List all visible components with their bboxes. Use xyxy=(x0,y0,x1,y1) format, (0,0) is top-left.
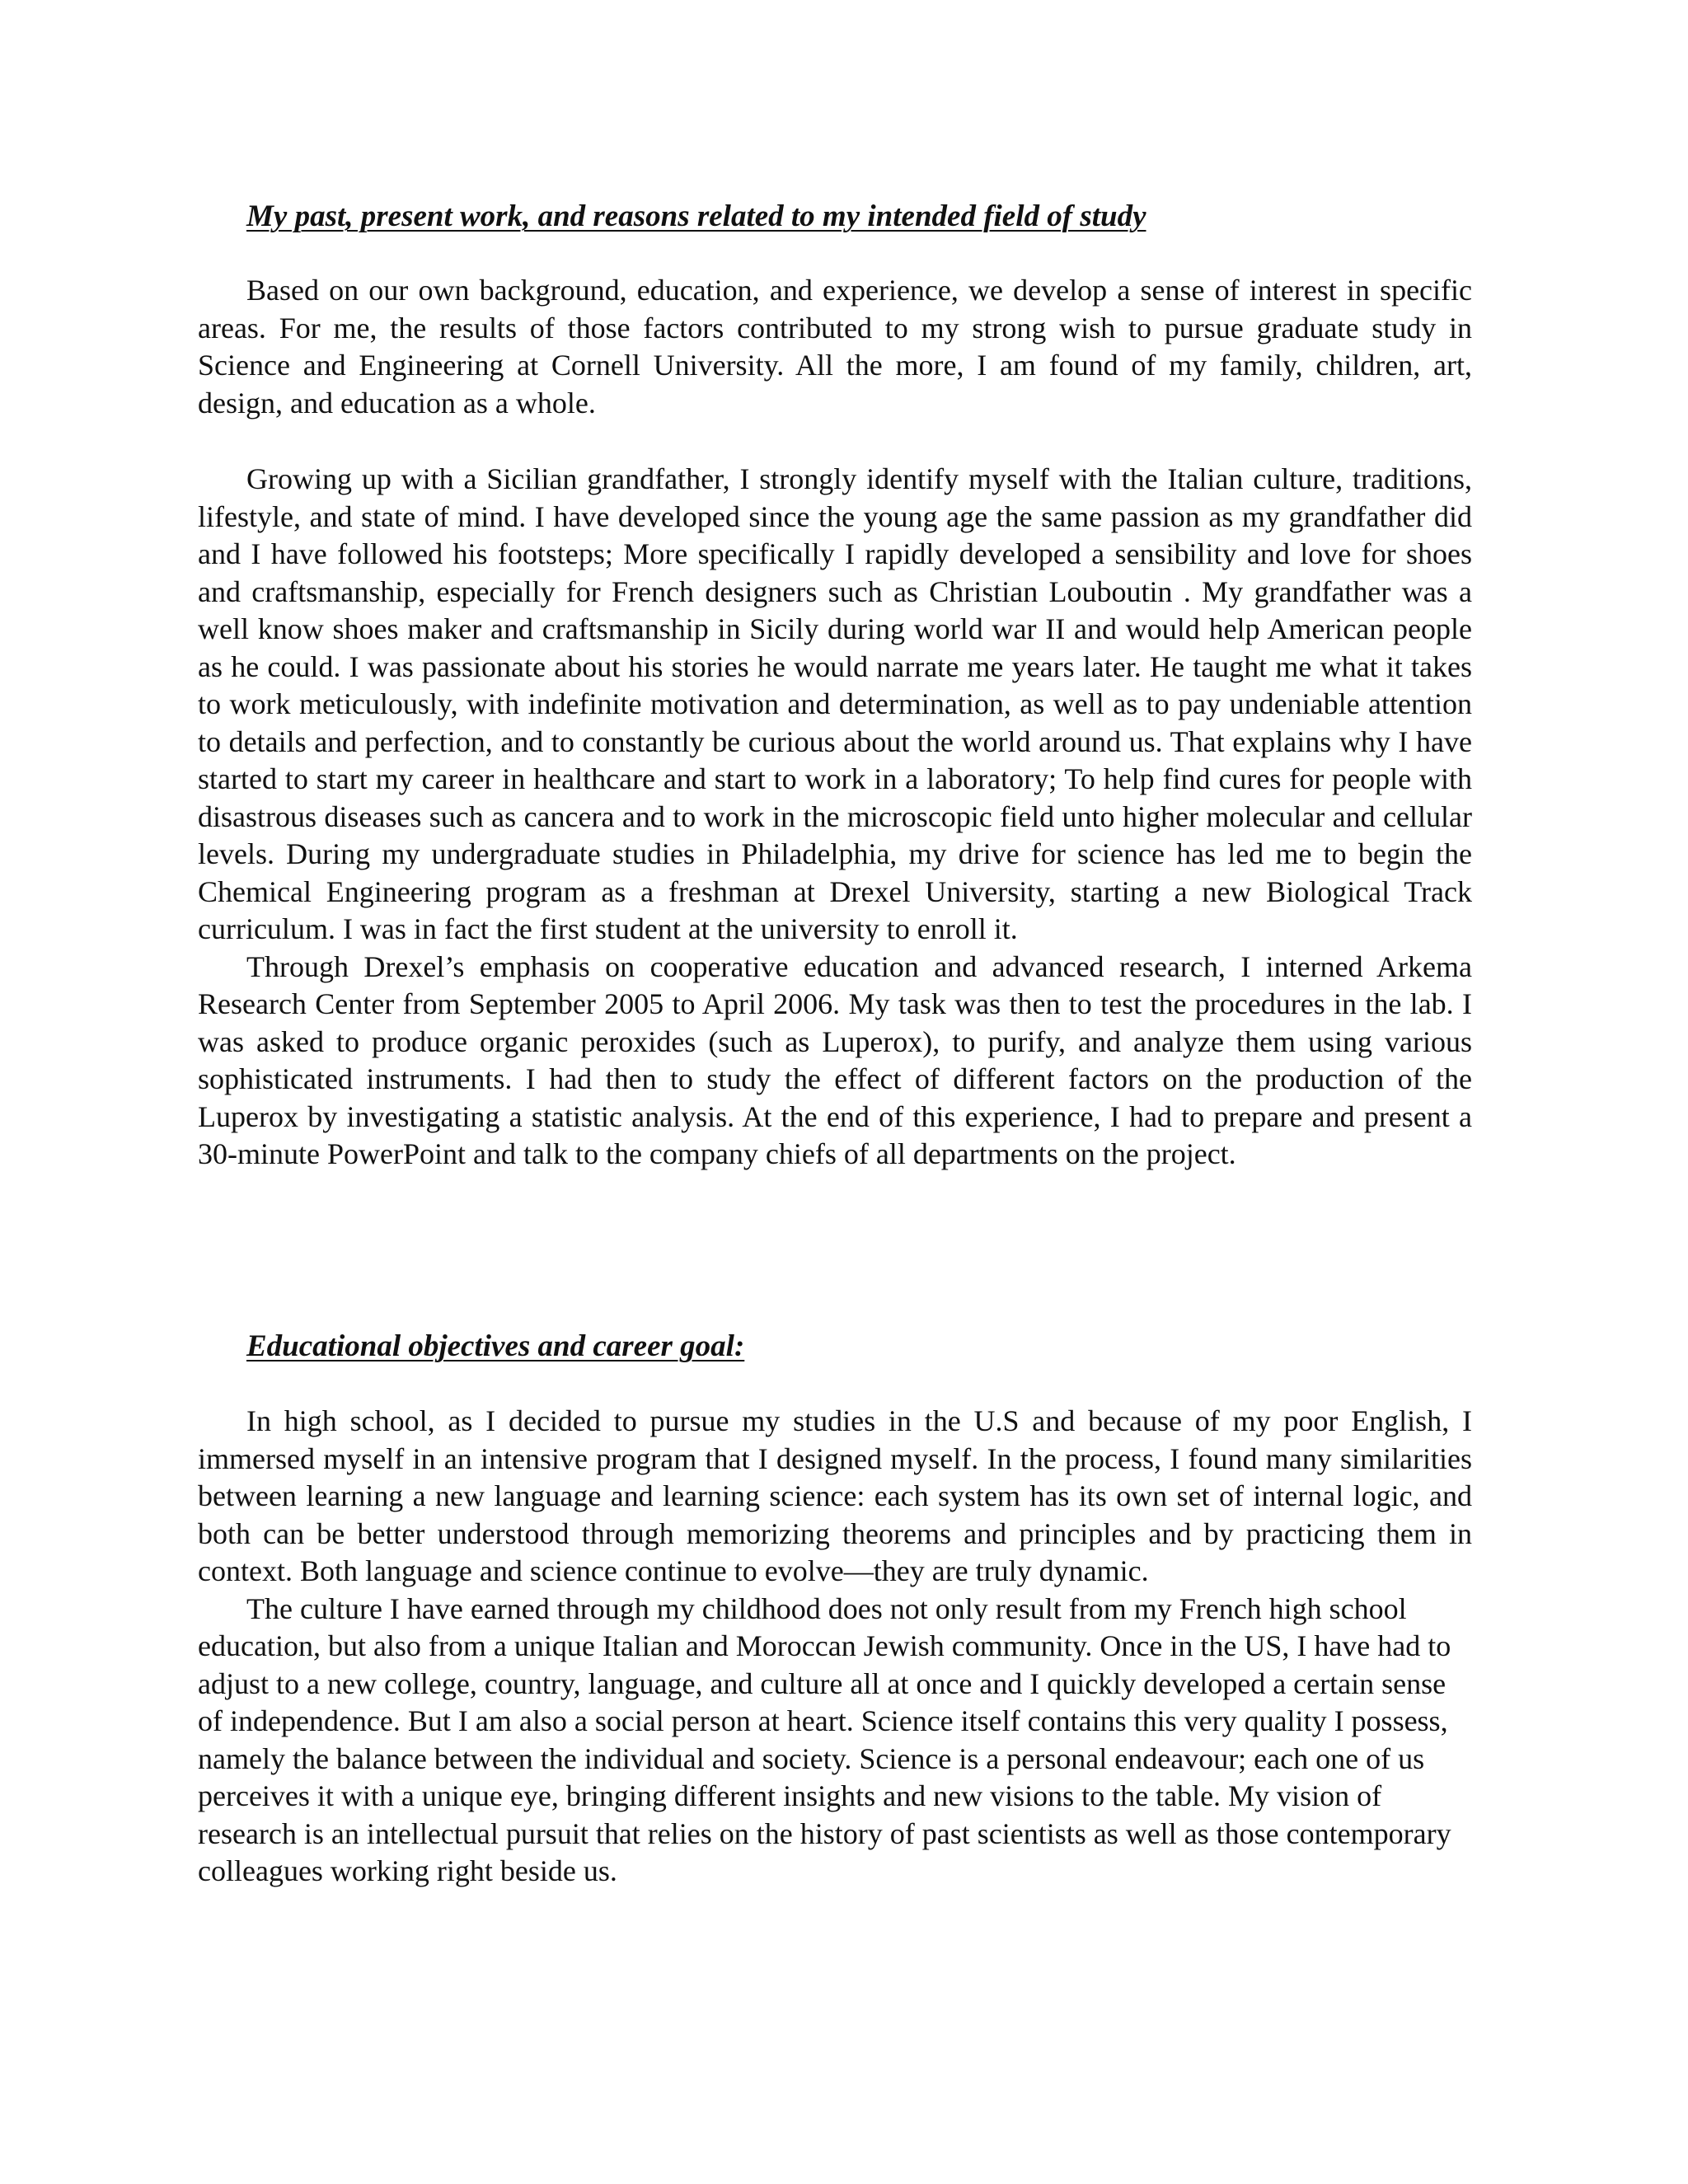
section-body-educational-objectives xyxy=(198,1403,1472,1891)
paragraph-grandfather: Growing up with a Sicilian grandfather, I strongly identify myself with the Italian culture, traditions, lifestyle, and state of mind. I have developed since the young age the same passion as my grandfather did and I have followed his footsteps; More specifically I rapidly developed a sensibility and love for shoes and craftsmanship, especially for French designers such as Christian Louboutin . My grandfather was a well know shoes maker and craftsmanship in Sicily during world war II and would help American people as he could. I was passionate about his stories he would narrate me years later. He taught me what it takes to work meticulously, with indefinite motivation and determination, as well as to pay undeniable attention to details and perfection, and to constantly be curious about the world around us. That explains why I have started to start my career in healthcare and start to work in a laboratory; To help find cures for people with disastrous diseases such as cancera and to work in the microscopic field unto higher molecular and cellular levels. During my undergraduate studies in Philadelphia, my drive for science has led me to begin the Chemical Engineering program as a freshman at Drexel University, starting a new Biological Track curriculum. I was in fact the first student at the university to enroll it. xyxy=(198,462,1472,945)
document-page xyxy=(198,0,1472,2184)
paragraph-drexel-coop: Through Drexel’s emphasis on cooperative education and advanced research, I interned Arkema Research Center from September 2005 to April 2006. My task was then to test the procedures in the lab. I was asked to produce organic peroxides (such as Luperox), to purify, and analyze them using various sophisticated instruments. I had then to study the effect of different factors on the production of the Luperox by investigating a statistic analysis. At the end of this experience, I had to prepare and present a 30-minute PowerPoint and talk to the company chiefs of all departments on the project. xyxy=(198,949,1472,1170)
section-body-grandfather xyxy=(198,461,1472,1174)
section-heading-educational-objectives: Educational objectives and career goal: xyxy=(246,1329,745,1363)
paragraph-background: Based on our own background, education, and experience, we develop a sense of interest in specific areas. For me, the results of those factors contributed to my strong wish to pursue graduate study in Science and Engineering at Cornell University. All the more, I am found of my family, children, art, design, and education as a whole. xyxy=(198,274,1472,419)
section-heading-past-work: My past, present work, and reasons related to my intended field of study xyxy=(246,199,1146,233)
paragraph-high-school: In high school, as I decided to pursue my studies in the U.S and because of my poor English, I immersed myself in an intensive program that I designed myself. In the process, I found many similarities between learning a new language and learning science: each system has its own set of internal logic, and both can be better understood through memorizing theorems and principles and by practicing them in context. Both language and science continue to evolve—they are truly dynamic. xyxy=(198,1404,1472,1587)
paragraph-culture: The culture I have earned through my childhood does not only result from my French high school education, but also from a unique Italian and Moroccan Jewish community. Once in the US, I have had to adjust to a new college, country, language, and culture all at once and I quickly developed a certain sense of independence. But I am also a social person at heart. Science itself contains this very quality I possess, namely the balance between the individual and society. Science is a personal endeavour; each one of us perceives it with a unique eye, bringing different insights and new visions to the table. My vision of research is an intellectual pursuit that relies on the history of past scientists as well as those contemporary colleagues working right beside us. xyxy=(198,1591,1451,1887)
section-body-past-work xyxy=(198,272,1472,422)
